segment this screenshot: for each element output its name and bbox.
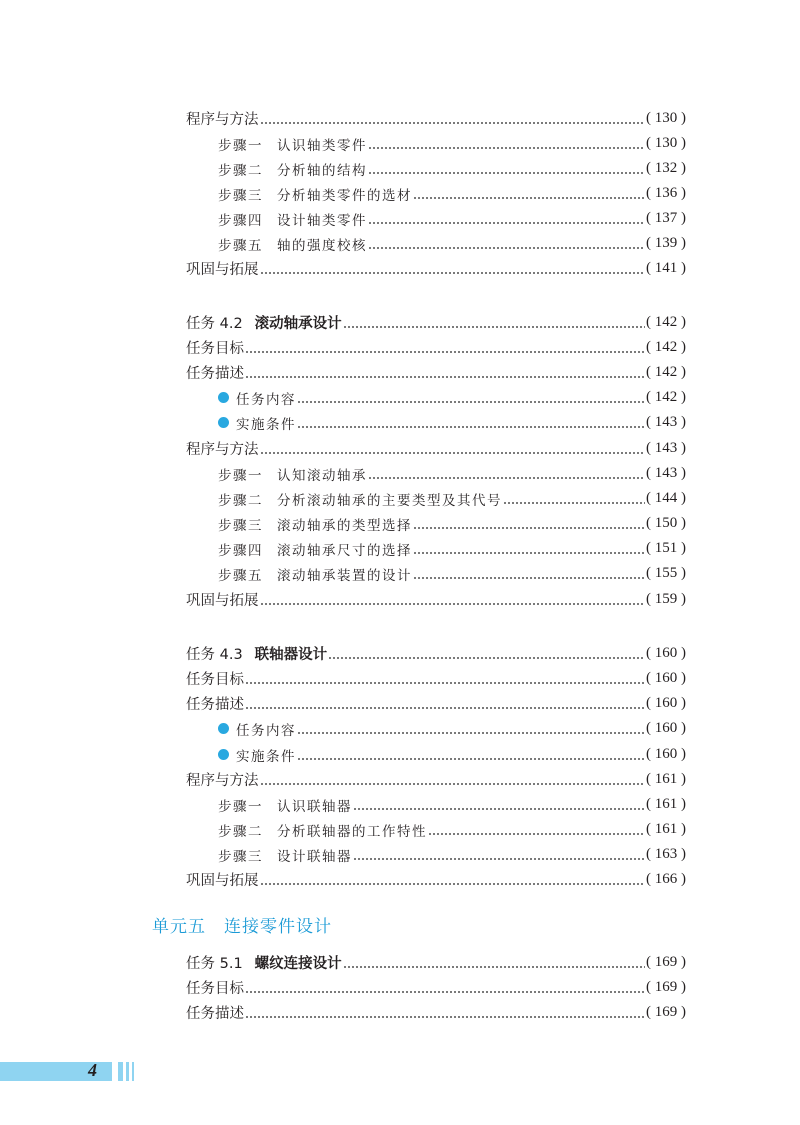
- dot-leader: [413, 536, 645, 561]
- toc-entry-title: 程序与方法: [186, 442, 259, 458]
- step-number: 步骤三: [218, 848, 263, 865]
- bullet-title: 任务内容: [236, 391, 296, 408]
- page-ref: ( 166 ): [646, 871, 686, 887]
- bullet-dot-icon: [218, 417, 229, 428]
- page-ref: ( 142 ): [646, 314, 686, 330]
- toc-entry-bullet: [218, 410, 686, 435]
- dot-leader: [260, 767, 646, 792]
- page-ref: ( 159 ): [646, 591, 686, 607]
- page-ref: ( 130 ): [646, 110, 686, 126]
- step-title: 分析联轴器的工作特性: [277, 823, 427, 840]
- toc-entry-title: [186, 312, 342, 333]
- bullet-title: 实施条件: [236, 748, 296, 765]
- task-number: 任务 5.1: [186, 956, 243, 972]
- toc-entry-title: [218, 489, 502, 509]
- page-ref: ( 144 ): [646, 490, 686, 506]
- step-title: 设计联轴器: [277, 848, 352, 865]
- toc-entry-title: [218, 820, 427, 840]
- page-ref: ( 151 ): [646, 540, 686, 556]
- footer-stripe: [132, 1062, 134, 1081]
- step-title: 认识联轴器: [277, 798, 352, 815]
- toc-entry-section: [186, 256, 686, 281]
- dot-leader: [368, 231, 645, 256]
- dot-leader: [353, 842, 645, 867]
- toc-entry-bullet: [218, 716, 686, 741]
- dot-leader: [413, 561, 645, 586]
- toc-entry-title: [218, 539, 412, 559]
- dot-leader: [343, 310, 645, 335]
- dot-leader: [260, 256, 646, 281]
- page-ref: ( 169 ): [646, 1004, 686, 1020]
- unit-number: 单元五: [152, 917, 206, 937]
- page-ref: ( 142 ): [646, 339, 686, 355]
- step-title: 分析轴的结构: [277, 162, 367, 179]
- dot-leader: [368, 131, 645, 156]
- dot-leader: [260, 587, 646, 612]
- toc-entry-title: [218, 564, 412, 584]
- step-title: 轴的强度校核: [277, 237, 367, 254]
- dot-leader: [260, 106, 646, 131]
- dot-leader: [413, 511, 645, 536]
- dot-leader: [297, 385, 645, 410]
- page-ref: ( 161 ): [646, 771, 686, 787]
- toc-entry-title: 任务描述: [186, 697, 244, 713]
- toc-entry-title: 任务描述: [186, 366, 244, 382]
- step-number: 步骤二: [218, 823, 263, 840]
- dot-leader: [413, 181, 645, 206]
- task-number: 任务 4.2: [186, 316, 243, 332]
- page-ref: ( 155 ): [646, 565, 686, 581]
- toc-entry-step: [218, 486, 686, 511]
- page-ref: ( 142 ): [646, 364, 686, 380]
- page-ref: ( 143 ): [646, 440, 686, 456]
- bullet-dot-icon: [218, 749, 229, 760]
- bullet-title: 实施条件: [236, 416, 296, 433]
- footer-stripe: [126, 1062, 129, 1081]
- dot-leader: [368, 156, 645, 181]
- page-ref: ( 130 ): [646, 135, 686, 151]
- dot-leader: [428, 817, 645, 842]
- step-number: 步骤一: [218, 798, 263, 815]
- toc-entry-step: [218, 842, 686, 867]
- page-ref: ( 139 ): [646, 235, 686, 251]
- toc-entry-section: [186, 867, 686, 892]
- toc-entry-title: [218, 184, 412, 204]
- toc-entry-step: [218, 461, 686, 486]
- toc-entry-title: 任务目标: [186, 981, 244, 997]
- toc-entry-title: [186, 643, 327, 664]
- toc-entry-task: [186, 310, 686, 335]
- step-title: 认识轴类零件: [277, 137, 367, 154]
- toc-entry-bullet: [218, 385, 686, 410]
- dot-leader: [245, 335, 645, 360]
- step-number: 步骤五: [218, 237, 263, 254]
- bullet-dot-icon: [218, 392, 229, 403]
- toc-entry-section: [186, 360, 686, 385]
- toc-entry-section: [186, 1000, 686, 1025]
- page-ref: ( 161 ): [646, 821, 686, 837]
- step-title: 滚动轴承尺寸的选择: [277, 542, 412, 559]
- step-title: 分析轴类零件的选材: [277, 187, 412, 204]
- toc-entry-task: [186, 950, 686, 975]
- page-ref: ( 161 ): [646, 796, 686, 812]
- toc-entry-title: [218, 413, 296, 433]
- toc-entry-section: [186, 335, 686, 360]
- step-number: 步骤一: [218, 137, 263, 154]
- page-ref: ( 150 ): [646, 515, 686, 531]
- toc-entry-bullet: [218, 742, 686, 767]
- dot-leader: [245, 975, 645, 1000]
- footer-stripe: [118, 1062, 123, 1081]
- toc-entry-step: [218, 156, 686, 181]
- toc-entry-section: [186, 666, 686, 691]
- dot-leader: [328, 641, 645, 666]
- dot-leader: [368, 461, 645, 486]
- page-ref: ( 132 ): [646, 160, 686, 176]
- dot-leader: [353, 792, 645, 817]
- page-ref: ( 142 ): [646, 389, 686, 405]
- dot-leader: [297, 410, 645, 435]
- toc-entry-step: [218, 817, 686, 842]
- toc-entry-step: [218, 792, 686, 817]
- step-title: 滚动轴承装置的设计: [277, 567, 412, 584]
- dot-leader: [245, 666, 645, 691]
- toc-entry-title: 任务目标: [186, 341, 244, 357]
- toc-entry-title: [218, 719, 296, 739]
- unit-title: 连接零件设计: [224, 917, 332, 937]
- toc-entry-title: 巩固与拓展: [186, 873, 259, 889]
- page-ref: ( 160 ): [646, 746, 686, 762]
- toc-entry-task: [186, 641, 686, 666]
- page-number: 4: [88, 1060, 97, 1080]
- step-title: 分析滚动轴承的主要类型及其代号: [277, 492, 502, 509]
- task-title: 螺纹连接设计: [254, 956, 342, 972]
- toc-entry-title: 任务描述: [186, 1006, 244, 1022]
- toc-entry-step: [218, 206, 686, 231]
- step-number: 步骤二: [218, 162, 263, 179]
- unit-heading: [152, 912, 332, 937]
- step-title: 认知滚动轴承: [277, 467, 367, 484]
- toc-entry-title: [218, 234, 367, 254]
- toc-entry-section: [186, 106, 686, 131]
- step-number: 步骤一: [218, 467, 263, 484]
- bullet-dot-icon: [218, 723, 229, 734]
- dot-leader: [245, 691, 645, 716]
- bullet-title: 任务内容: [236, 722, 296, 739]
- step-number: 步骤四: [218, 212, 263, 229]
- page-ref: ( 163 ): [646, 846, 686, 862]
- dot-leader: [297, 742, 645, 767]
- step-number: 步骤五: [218, 567, 263, 584]
- toc-entry-section: [186, 436, 686, 461]
- step-number: 步骤三: [218, 517, 263, 534]
- task-title: 滚动轴承设计: [254, 316, 342, 332]
- dot-leader: [260, 436, 646, 461]
- toc-entry-section: [186, 767, 686, 792]
- toc-entry-step: [218, 131, 686, 156]
- page-ref: ( 160 ): [646, 670, 686, 686]
- toc-entry-title: [218, 464, 367, 484]
- toc-entry-step: [218, 536, 686, 561]
- dot-leader: [245, 1000, 645, 1025]
- toc-entry-title: [218, 134, 367, 154]
- toc-entry-step: [218, 181, 686, 206]
- dot-leader: [245, 360, 645, 385]
- page-ref: ( 143 ): [646, 414, 686, 430]
- toc-entry-section: [186, 691, 686, 716]
- step-title: 设计轴类零件: [277, 212, 367, 229]
- toc-entry-title: 任务目标: [186, 672, 244, 688]
- toc-entry-step: [218, 231, 686, 256]
- toc-entry-section: [186, 975, 686, 1000]
- step-number: 步骤二: [218, 492, 263, 509]
- toc-entry-title: [186, 952, 342, 973]
- toc-entry-title: [218, 745, 296, 765]
- toc-entry-step: [218, 561, 686, 586]
- task-title: 联轴器设计: [254, 647, 328, 663]
- toc-entry-title: 程序与方法: [186, 112, 259, 128]
- toc-entry-title: [218, 388, 296, 408]
- toc-entry-title: 程序与方法: [186, 773, 259, 789]
- dot-leader: [297, 716, 645, 741]
- toc-entry-step: [218, 511, 686, 536]
- page-ref: ( 160 ): [646, 645, 686, 661]
- toc-entry-title: [218, 209, 367, 229]
- toc-entry-title: 巩固与拓展: [186, 593, 259, 609]
- toc-entry-section: [186, 587, 686, 612]
- toc-entry-title: [218, 159, 367, 179]
- dot-leader: [343, 950, 645, 975]
- page-ref: ( 141 ): [646, 260, 686, 276]
- page-ref: ( 160 ): [646, 695, 686, 711]
- dot-leader: [368, 206, 645, 231]
- toc-entry-title: 巩固与拓展: [186, 262, 259, 278]
- page-ref: ( 143 ): [646, 465, 686, 481]
- toc-entry-title: [218, 845, 352, 865]
- step-title: 滚动轴承的类型选择: [277, 517, 412, 534]
- page-ref: ( 169 ): [646, 979, 686, 995]
- page-ref: ( 137 ): [646, 210, 686, 226]
- dot-leader: [503, 486, 645, 511]
- step-number: 步骤三: [218, 187, 263, 204]
- toc-entry-title: [218, 514, 412, 534]
- page-ref: ( 160 ): [646, 720, 686, 736]
- dot-leader: [260, 867, 646, 892]
- toc-entry-title: [218, 795, 352, 815]
- page-ref: ( 136 ): [646, 185, 686, 201]
- page-ref: ( 169 ): [646, 954, 686, 970]
- step-number: 步骤四: [218, 542, 263, 559]
- task-number: 任务 4.3: [186, 647, 243, 663]
